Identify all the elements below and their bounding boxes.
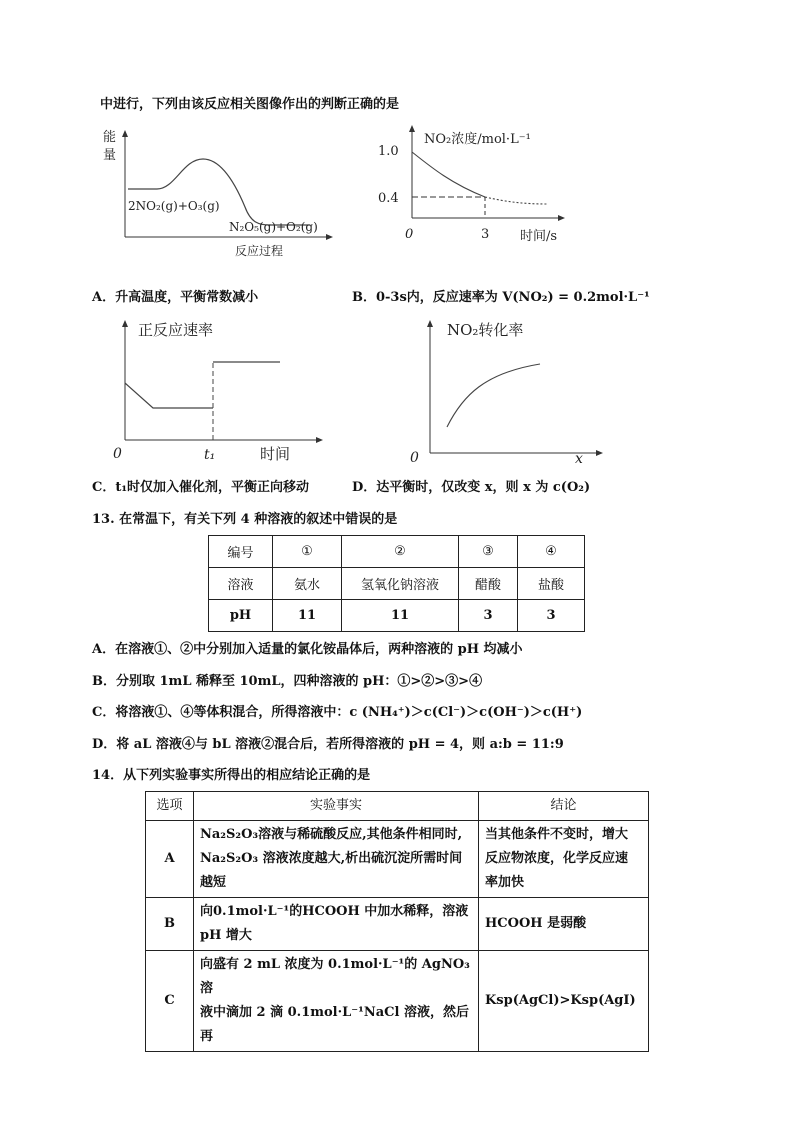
y-axis-label: 正反应速率 (138, 321, 214, 339)
rate-curve-before (125, 383, 213, 408)
row-option: C (146, 951, 194, 1052)
table-row (146, 898, 649, 951)
x-tick: 3 (481, 227, 490, 242)
x-axis-label: x (575, 451, 583, 467)
row-fact (194, 821, 479, 898)
q13-table (208, 535, 585, 632)
y-label-top: 能 (103, 130, 117, 145)
graph-d-conversion (405, 315, 615, 470)
concentration-curve (412, 152, 485, 197)
table-cell: 3 (518, 600, 585, 632)
fact-line: 越短 (200, 875, 227, 890)
q14-table (145, 791, 649, 1052)
header-conclusion: 结论 (479, 792, 649, 821)
table-cell: pH (209, 600, 273, 632)
origin-label: 0 (113, 446, 122, 462)
table-cell: 11 (342, 600, 459, 632)
x-axis-arrow (596, 450, 603, 456)
conversion-curve (447, 364, 540, 427)
y-axis-arrow (427, 320, 433, 327)
q12-option-b: B．0-3s内，反应速率为 V(NO₂) = 0.2mol·L⁻¹ (352, 290, 650, 305)
y-axis-arrow (122, 320, 128, 327)
table-row (209, 536, 585, 568)
row-option: B (146, 898, 194, 951)
conclusion-line: 反应物浓度，化学反应速 (485, 851, 629, 866)
table-cell: 氢氧化钠溶液 (342, 568, 459, 600)
graph-b-concentration (372, 122, 572, 252)
concentration-curve-tail (485, 197, 547, 204)
q12-option-c: C．t₁时仅加入催化剂，平衡正向移动 (92, 480, 310, 495)
x-axis-arrow (316, 437, 323, 443)
table-cell: ③ (459, 536, 518, 568)
fact-line: 向0.1mol·L⁻¹的HCOOH 中加水稀释，溶液 (200, 904, 469, 919)
q13-option-b: B．分别取 1mL 稀释至 10mL，四种溶液的 pH：①>②>③>④ (92, 674, 483, 689)
table-row (209, 568, 585, 600)
origin-label: 0 (410, 450, 419, 466)
table-cell: ④ (518, 536, 585, 568)
table-cell: 醋酸 (459, 568, 518, 600)
q12-option-a: A．升高温度，平衡常数减小 (92, 290, 259, 305)
y-axis-arrow (122, 130, 128, 137)
y-axis-label: NO₂转化率 (447, 321, 524, 339)
fact-line: Na₂S₂O₃ 溶液浓度越大,析出硫沉淀所需时间 (200, 851, 463, 866)
product-label: N₂O₅(g)+O₂(g) (229, 220, 318, 234)
row-option: A (146, 821, 194, 898)
fact-line: Na₂S₂O₃溶液与稀硫酸反应,其他条件相同时, (200, 827, 463, 842)
x-axis-arrow (326, 234, 333, 240)
fact-line: 液中滴加 2 滴 0.1mol·L⁻¹NaCl 溶液，然后再 (200, 1005, 469, 1044)
conclusion-line: 率加快 (485, 875, 525, 890)
header-option: 选项 (146, 792, 194, 821)
header-fact: 实验事实 (194, 792, 479, 821)
row-conclusion (479, 821, 649, 898)
y-tick-high: 1.0 (378, 144, 399, 159)
q13-stem: 13. 在常温下，有关下列 4 种溶液的叙述中错误的是 (92, 512, 398, 527)
row-fact (194, 898, 479, 951)
reactant-label: 2NO₂(g)+O₃(g) (128, 199, 220, 213)
q12-option-d: D．达平衡时，仅改变 x，则 x 为 c(O₂) (352, 480, 591, 495)
row-conclusion: HCOOH 是弱酸 (479, 898, 649, 951)
table-cell: 氨水 (273, 568, 342, 600)
q13-option-c: C．将溶液①、④等体积混合，所得溶液中：c (NH₄⁺)＞c(Cl⁻)＞c(OH⁻)＞c(H⁺) (92, 705, 583, 720)
q14-stem: 14．从下列实验事实所得出的相应结论正确的是 (92, 768, 371, 783)
table-cell: 3 (459, 600, 518, 632)
conclusion-line: 当其他条件不变时，增大 (485, 827, 629, 842)
q13-option-d: D．将 aL 溶液④与 bL 溶液②混合后，若所得溶液的 pH = 4，则 a:b = 11:9 (92, 737, 564, 752)
row-conclusion: Ksp(AgCl)>Ksp(AgI) (479, 951, 649, 1052)
table-row (209, 600, 585, 632)
table-row (146, 951, 649, 1052)
q13-option-a: A．在溶液①、②中分别加入适量的氯化铵晶体后，两种溶液的 pH 均减小 (92, 642, 523, 657)
y-label-bottom: 量 (103, 148, 117, 163)
question-12-intro: 中进行，下列由该反应相关图像作出的判断正确的是 (100, 97, 400, 112)
table-cell: 11 (273, 600, 342, 632)
table-row (146, 821, 649, 898)
origin-label: 0 (405, 227, 414, 242)
x-tick: t₁ (204, 447, 216, 463)
table-cell: 盐酸 (518, 568, 585, 600)
fact-line: 向盛有 2 mL 浓度为 0.1mol·L⁻¹的 AgNO₃溶 (200, 957, 470, 996)
table-cell: ② (342, 536, 459, 568)
graph-c-forward-rate (105, 315, 335, 465)
y-axis-arrow (409, 125, 415, 132)
x-axis-label: 时间 (260, 445, 291, 463)
y-tick-low: 0.4 (378, 191, 399, 206)
table-cell: ① (273, 536, 342, 568)
graph-a-energy-profile (95, 125, 345, 265)
table-cell: 溶液 (209, 568, 273, 600)
table-header-row (146, 792, 649, 821)
x-axis-arrow (558, 215, 565, 221)
table-cell: 编号 (209, 536, 273, 568)
x-axis-label: 反应过程 (235, 244, 284, 258)
x-axis-label: 时间/s (520, 229, 558, 244)
row-fact (194, 951, 479, 1052)
y-axis-label: NO₂浓度/mol·L⁻¹ (424, 132, 531, 147)
energy-curve (128, 159, 310, 225)
fact-line: pH 增大 (200, 928, 252, 943)
